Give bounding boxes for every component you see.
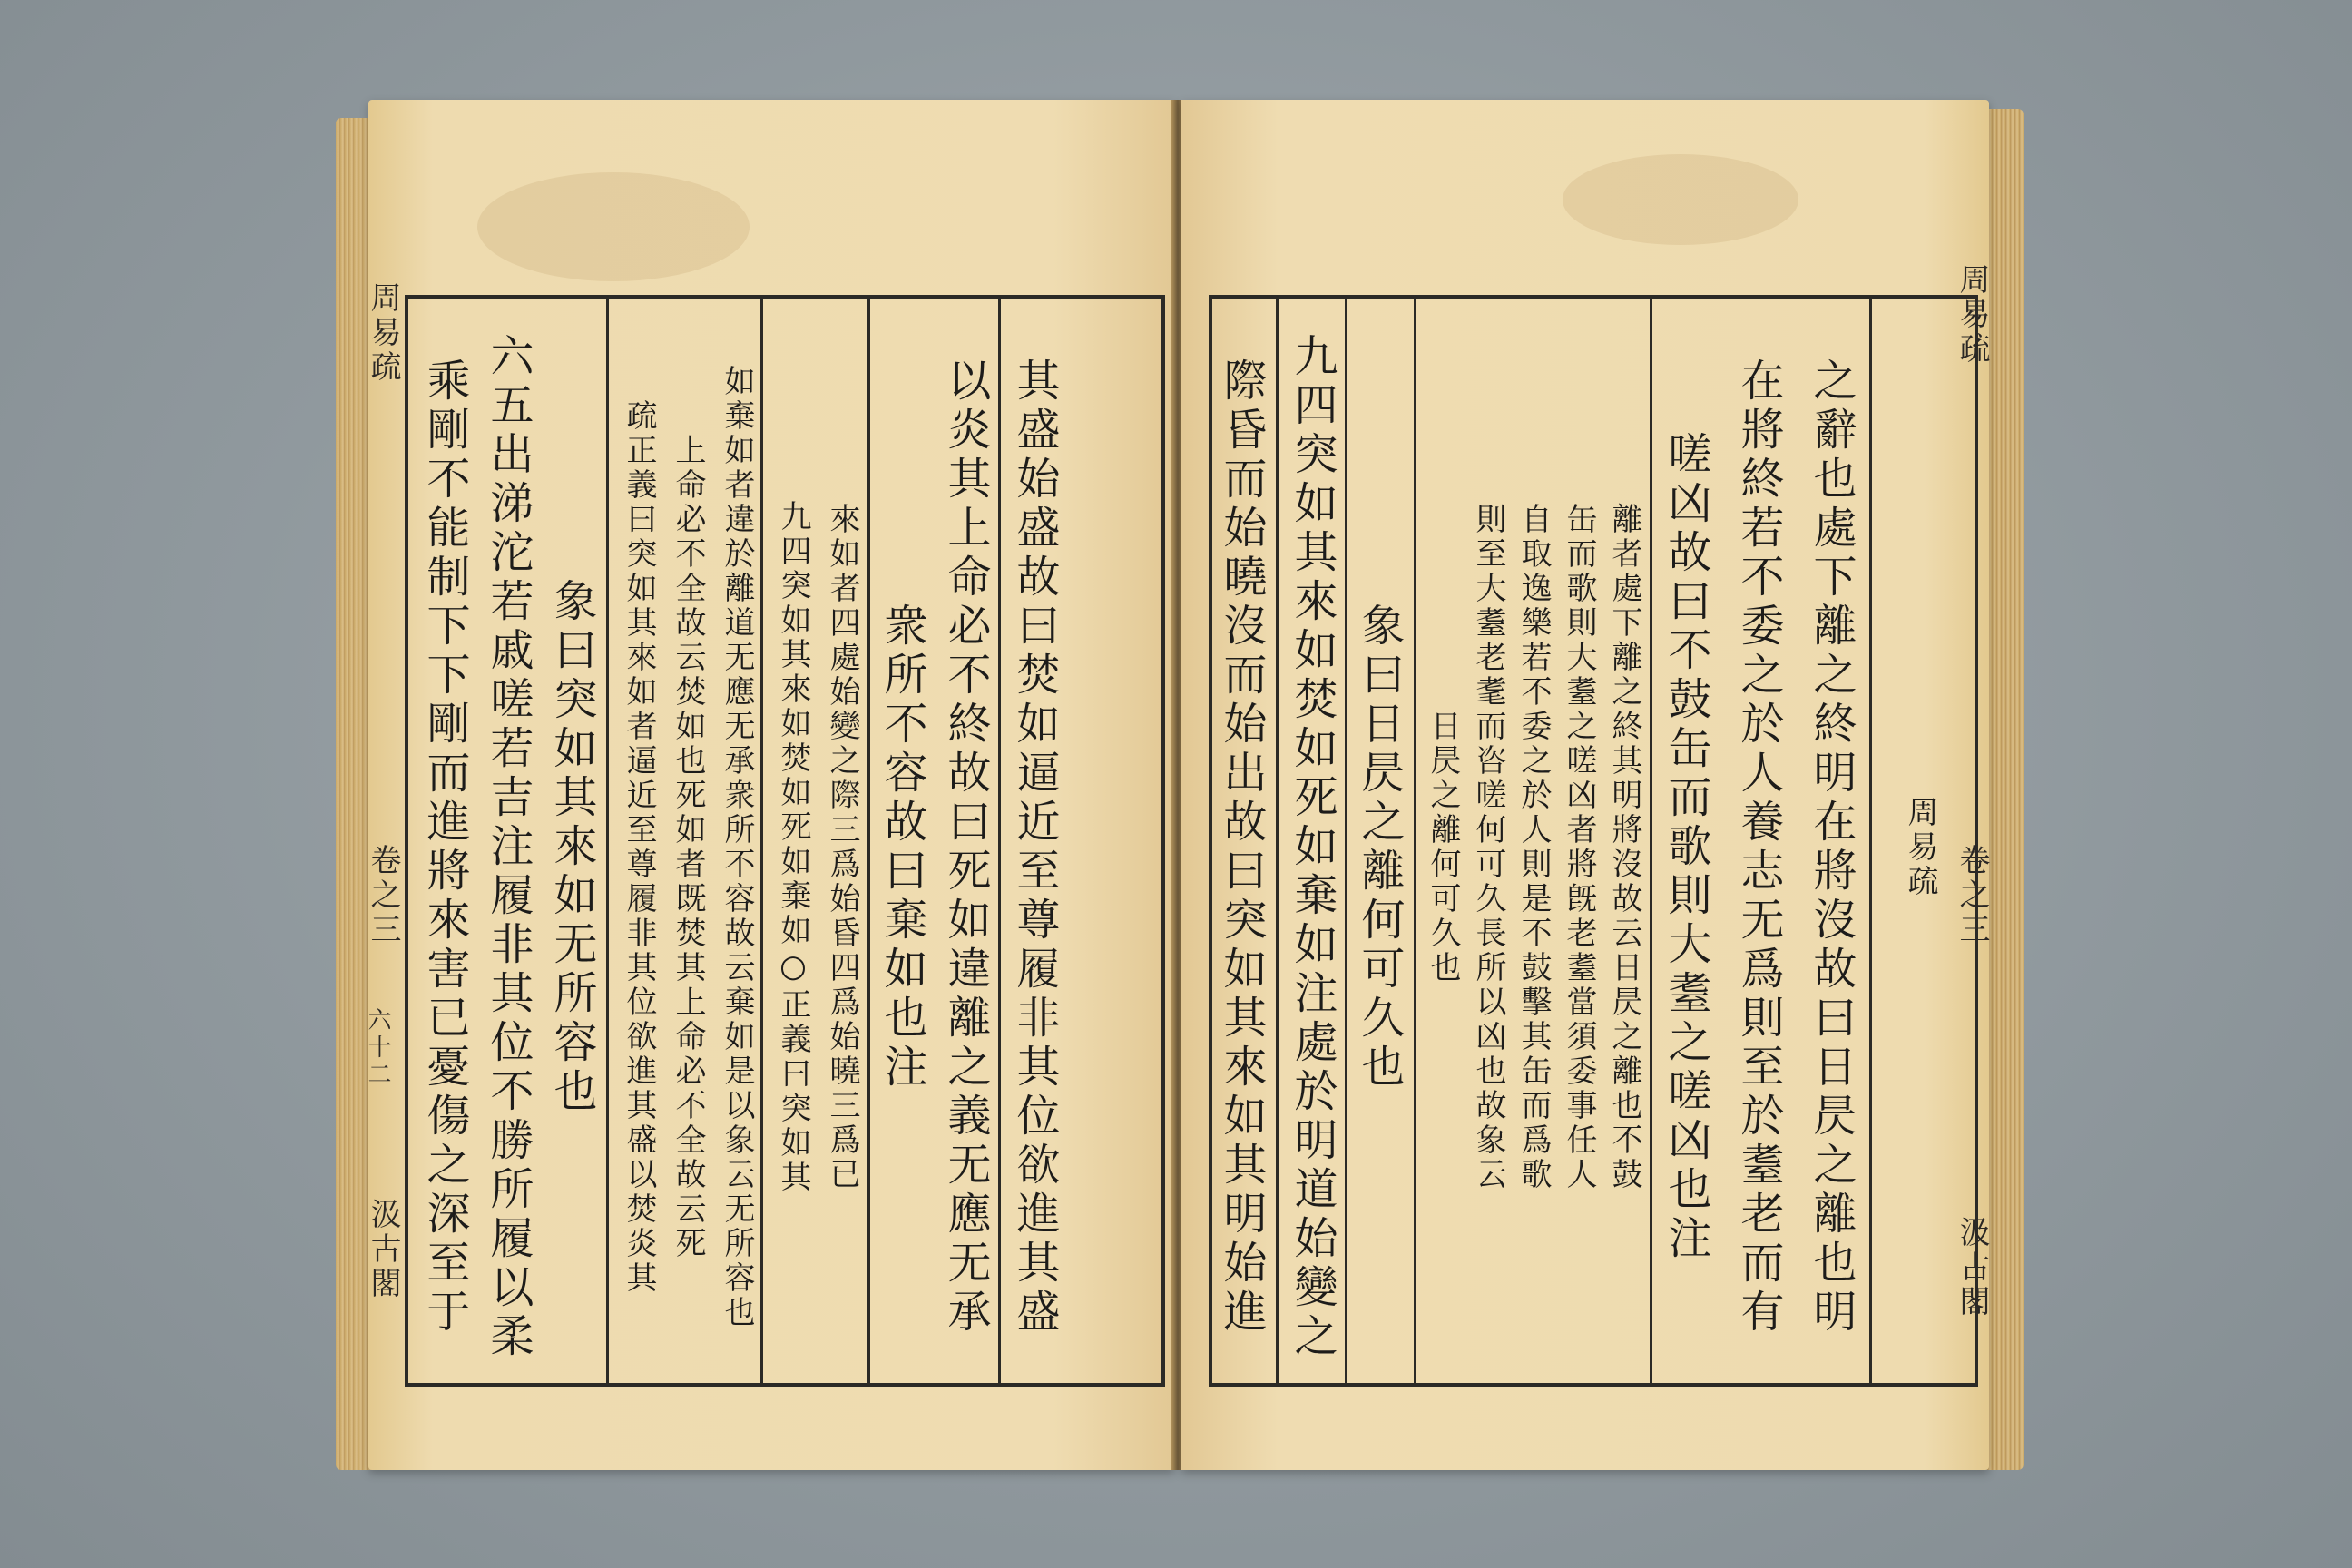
text-column: 其盛始盛故曰焚如逼近至尊履非其位欲進其盛 [1009, 357, 1060, 1338]
text-column: 象曰突如其來如无所容也 [546, 577, 597, 1117]
column-rule [1414, 299, 1416, 1383]
margin-folio: 六十二 [364, 1007, 391, 1089]
column-rule [867, 299, 870, 1383]
margin-publisher: 汲古閣 [1954, 1216, 1990, 1319]
column-rule [998, 299, 1001, 1383]
column-rule [1345, 299, 1348, 1383]
left-page [364, 100, 1174, 1470]
column-rule [606, 299, 609, 1383]
text-column: 則至大耋老耄而咨嗟何可久長所以凶也故象云 [1470, 502, 1506, 1192]
paper-stain [477, 172, 750, 281]
text-column: 疏正義曰突如其來如者逼近至尊履非其位欲進其盛以焚炎其 [621, 398, 657, 1296]
text-column: 自取逸樂若不委之於人則是不鼓擊其缶而爲歌 [1515, 502, 1552, 1192]
text-column: 上命必不全故云焚如也死如者既焚其上命必不全故云死 [670, 433, 706, 1261]
right-print-frame [1209, 295, 1978, 1387]
margin-publisher: 汲古閣 [365, 1198, 401, 1301]
margin-title: 周易疏 [365, 281, 401, 385]
open-book [336, 91, 2024, 1479]
margin-volume: 卷之三 [365, 844, 401, 947]
left-print-frame [405, 295, 1165, 1387]
column-rule [760, 299, 763, 1383]
text-column: 如棄如者違於離道无應无承衆所不容故云棄如是以象云无所容也 [719, 364, 755, 1330]
text-column: 在將終若不委之於人養志无爲則至於耋老而有 [1733, 357, 1784, 1338]
text-column: 六五出涕沱若戚嗟若吉注履非其位不勝所履以柔 [483, 332, 534, 1362]
paper-stain [1563, 154, 1798, 245]
text-column: 以炎其上命必不終故曰死如違離之義无應无承 [940, 357, 991, 1338]
text-column: 衆所不容故曰棄如也注 [877, 602, 927, 1093]
text-column: 際昏而始曉沒而始出故曰突如其來如其明始進 [1216, 357, 1267, 1338]
text-column: 離者處下離之終其明將沒故云日昃之離也不鼓 [1606, 502, 1642, 1192]
margin-title: 周易疏 [1954, 263, 1990, 367]
text-column: 來如者四處始變之際三爲始昏四爲始曉三爲已 [824, 502, 860, 1192]
text-column: 象曰日昃之離何可久也 [1354, 602, 1405, 1093]
right-page [1181, 100, 1989, 1470]
text-column: 嗟凶故曰不鼓缶而歌則大耋之嗟凶也注 [1661, 430, 1711, 1264]
margin-header-column: 周易疏 [1902, 795, 1938, 899]
text-column: 九四突如其來如焚如死如棄如○正義曰突如其 [775, 499, 811, 1195]
text-column: 乘剛不能制下下剛而進將來害已憂傷之深至于 [419, 357, 470, 1338]
text-column: 缶而歌則大耋之嗟凶者將旣老耋當須委事任人 [1561, 502, 1597, 1192]
text-column: 日昃之離何可久也 [1425, 709, 1461, 985]
column-rule [1276, 299, 1279, 1383]
margin-volume: 卷之三 [1954, 844, 1990, 947]
text-column: 之辭也處下離之終明在將沒故曰日昃之離也明 [1806, 357, 1857, 1338]
text-column: 九四突如其來如焚如死如棄如注處於明道始變之 [1287, 332, 1338, 1362]
column-rule [1869, 299, 1872, 1383]
column-rule [1650, 299, 1652, 1383]
